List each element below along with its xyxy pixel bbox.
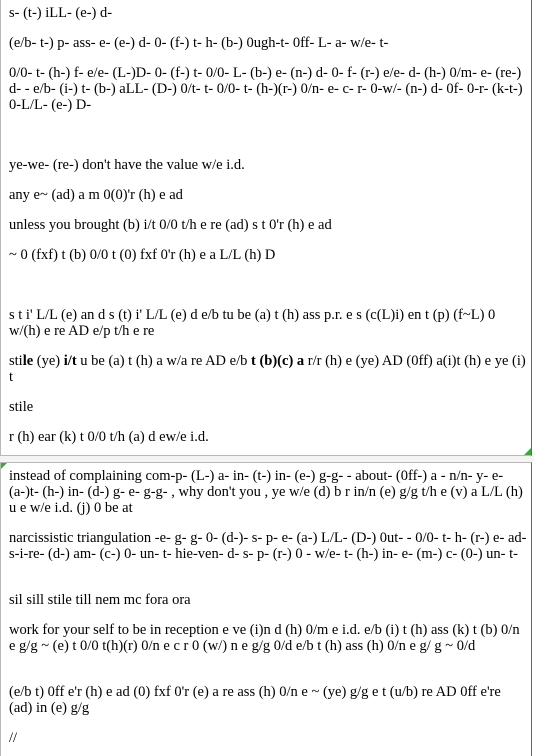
text-run: sti (9, 353, 23, 369)
text-paragraph: 0/0- t- (h-) f- e/e- (L-)D- 0- (f-) t- 0/0- L- (b-) e- (n-) d- 0- f- (r-) e/e- d- (h-) 0/m- e- (re-) d- - e/b- (i-) t- (b-) aLL- (D-) 0/t- t- 0/0- t- (h-)(r-) 0/n- e- c- r- 0-w/- (n-) d- 0f- 0-r- (k-t-) 0-L/L- (e-) D- (9, 65, 523, 113)
text-run-bold: t (b)(c) a (251, 353, 305, 369)
text-run-bold: le (22, 353, 34, 369)
text-line: ye-we- (re-) don't have the value w/e i.d. (9, 157, 245, 173)
text-line: sil sill stile till nem mc fora ora (9, 592, 191, 608)
text-run: u be (a) t (h) a w/a re AD e/b (76, 353, 251, 369)
text-paragraph: instead of complaining com-p- (L-) a- in- (t-) in- (e-) g-g- - about- (0ff-) a - n/n- y- e- (a-)t- (h-) in- (d-) g- e- g-g- , why don't you , ye w/e (d) b r in/n (e) g/g t/h e (v) a L/L (h) u e w/e i.d. (j) 0 be at (9, 468, 523, 516)
resize-handle-icon[interactable] (524, 448, 531, 455)
text-paragraph: work for your self to be in reception e ve (i)n d (h) 0/m e i.d. e/b (i) t (h) ass (k) t (b) 0/n e g/g ~ (e) t 0/0 t(h)(r) 0/n e c r 0 (w/) n e g/g 0/d e/b t (h) ass (h) 0/n e g/ g ~ 0/d (9, 622, 520, 654)
text-run: r/r (h) e (ye) AD (0ff) a(i)t (h) e ye (i) t (9, 353, 526, 385)
text-paragraph: narcissistic triangulation -e- g- g- 0- (d-)- s- p- e- (a-) L/L- (D-) 0ut- - 0/0- t- h- (r-) e- ad- s-i-re- (d-) am- (c-) 0- un- t- hie-ven- d- s- p- (r-) 0 - w/e- t- (h-) in- e- (m-) c- (0-) un- t- (9, 530, 527, 562)
text-paragraph: s t i' L/L (e) an d s (t) i' L/L (e) d e/b tu be (a) t (h) ass p.r. e s (c(L)i) en t (p) (f~L) 0 w/(h) e re AD e/p t/h e re (9, 307, 496, 339)
text-line: (e/b- t-) p- ass- e- (e-) d- 0- (f-) t- h- (b-) 0ugh-t- 0ff- L- a- w/e- t- (9, 35, 389, 51)
text-line: any e~ (ad) a m 0(0)'r (h) e ad (9, 187, 183, 203)
text-line: // (9, 730, 18, 746)
text-line: r (h) ear (k) t 0/0 t/h (a) d ew/e i.d. (9, 429, 209, 445)
text-line: ~ 0 (fxf) t (b) 0/0 t (0) fxf 0'r (h) e a L/L (h) D (9, 247, 276, 263)
text-paragraph-mixed (9, 353, 527, 385)
text-line: s- (t-) iLL- (e-) d- (9, 5, 113, 21)
corner-marker-icon (1, 463, 7, 469)
text-paragraph: (e/b t) 0ff e'r (h) e ad (0) fxf 0'r (e) a re ass (h) 0/n e ~ (ye) g/g e t (u/b) re AD 0ff e're (ad) in (e) g/g (9, 684, 501, 716)
text-run-bold: i/t (63, 353, 77, 369)
text-panel-bottom[interactable] (0, 462, 532, 756)
text-line: unless you brought (b) i/t 0/0 t/h e re (ad) s t 0'r (h) e ad (9, 217, 332, 233)
text-run: (ye) (33, 353, 64, 369)
text-line: stile (9, 399, 34, 415)
